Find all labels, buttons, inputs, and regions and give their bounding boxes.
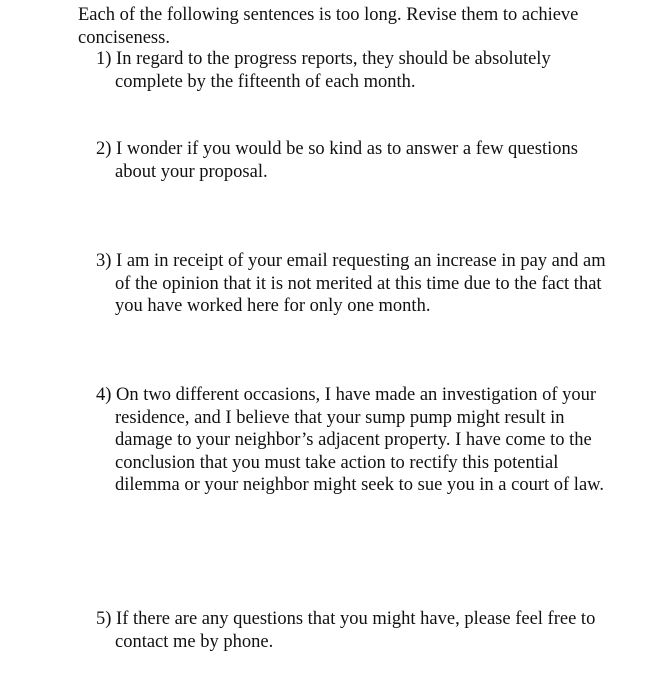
- item-number: 4): [96, 385, 112, 405]
- exercise-item-5: [96, 608, 615, 653]
- item-sentence: In regard to the progress reports, they should be absolutely complete by the fifteenth of each month.: [115, 49, 551, 92]
- item-sentence: I am in receipt of your email requesting an increase in pay and am of the opinion that it is not merited at this time due to the fact that you have worked here for only one month.: [115, 251, 606, 316]
- exercise-item-3: [96, 250, 615, 318]
- item-number: 1): [96, 49, 112, 69]
- item-number: 2): [96, 139, 112, 159]
- item-sentence: If there are any questions that you might have, please feel free to contact me by phone.: [115, 609, 596, 652]
- exercise-item-1: [96, 48, 615, 93]
- exercise-item-4: [96, 384, 615, 497]
- item-sentence: On two different occasions, I have made an investigation of your residence, and I believe that your sump pump might result in damage to your neighbor’s adjacent property. I have come to the conclusion that you must take action to rectify this potential dilemma or your neighbor might seek to sue you in a court of law.: [115, 385, 604, 495]
- item-number: 3): [96, 251, 112, 271]
- item-sentence: I wonder if you would be so kind as to answer a few questions about your proposal.: [115, 139, 578, 182]
- instructions-text: Each of the following sentences is too long. Revise them to achieve conciseness.: [78, 5, 579, 48]
- item-number: 5): [96, 609, 112, 629]
- exercise-item-2: [96, 138, 615, 183]
